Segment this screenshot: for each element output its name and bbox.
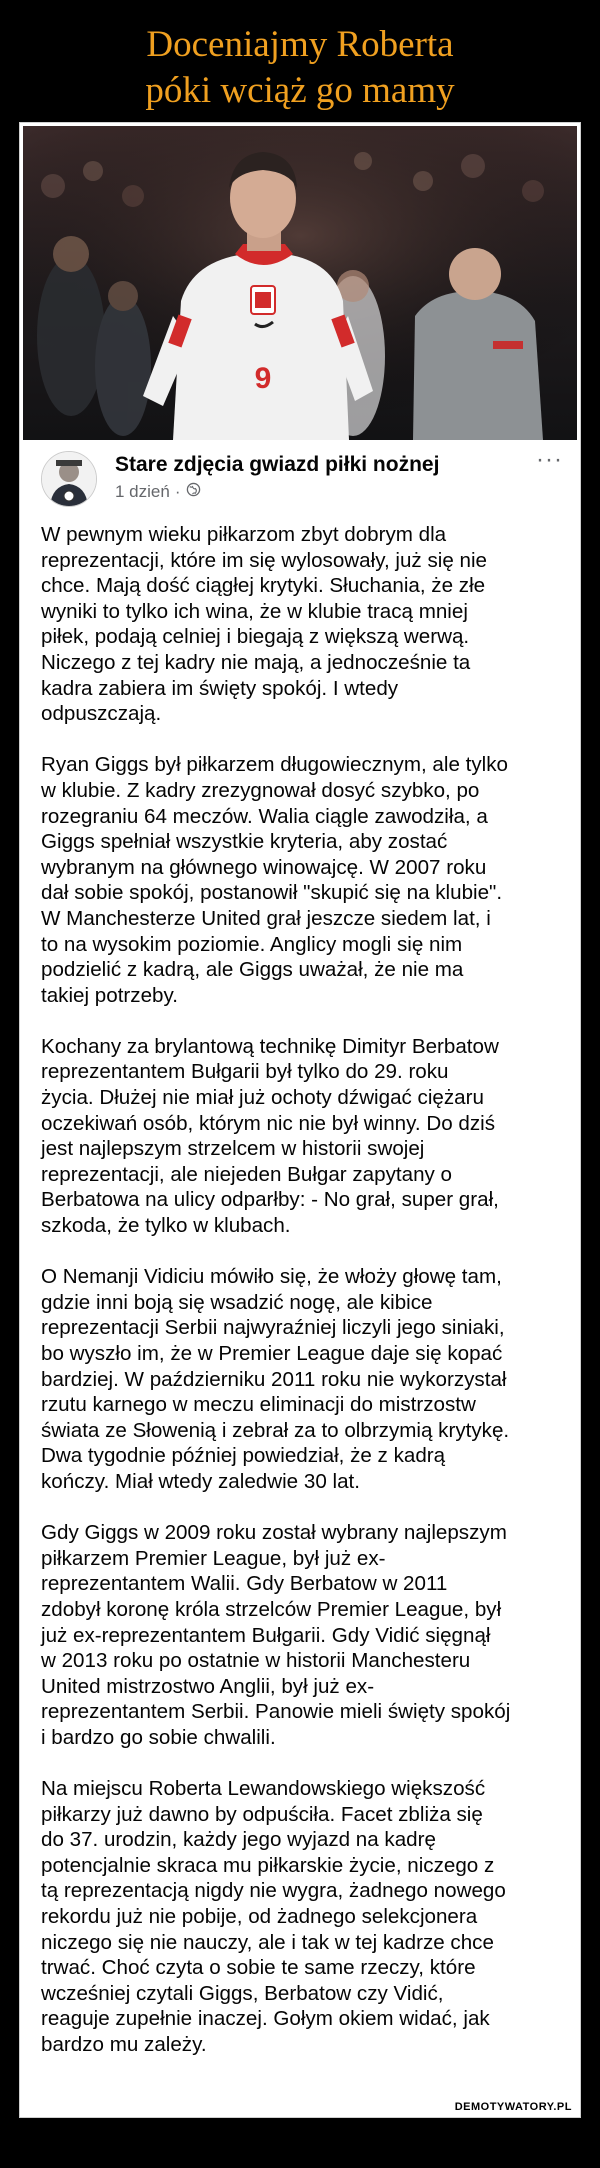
paragraph-line: podzielić z kadrą, ale Giggs uważał, że nie ma xyxy=(41,958,464,982)
paragraph-line: i bardzo go sobie chwalili. xyxy=(41,1725,276,1749)
paragraph-line: szkoda, że tylko w klubach. xyxy=(41,1214,291,1238)
paragraph-line: gdzie inni boją się wsadzić nogę, ale kibice xyxy=(41,1290,433,1314)
paragraph-line: piłek, podają celniej i biegają z większą werwą. xyxy=(41,625,470,649)
paragraph-line: dał sobie spokój, postanowił "skupić się na klubie". xyxy=(41,881,503,905)
paragraph-line: do 37. urodzin, każdy jego wyjazd na kadrę xyxy=(41,1828,436,1852)
paragraph-line: wybranym na głównego winowajcę. W 2007 roku xyxy=(41,855,487,879)
avatar[interactable] xyxy=(41,451,97,507)
demotywatory-watermark: DEMOTYWATORY.PL xyxy=(454,2101,572,2113)
paragraph-line: W pewnym wieku piłkarzom zbyt dobrym dla xyxy=(41,523,447,546)
more-options-button[interactable]: ··· xyxy=(536,446,563,473)
paragraph-line: to na wysokim poziomie. Anglicy mogli się nim xyxy=(41,932,463,956)
paragraph-line: Dwa tygodnie później powiedział, że z kadrą xyxy=(41,1444,446,1468)
paragraph-line: Berbatowa na ulicy odparłby: - No grał, super grał, xyxy=(41,1188,499,1212)
paragraph-line: reprezentacji, ale niejeden Bułgar zapytany o xyxy=(41,1162,452,1186)
post-time[interactable]: 1 dzień xyxy=(115,482,170,501)
paragraph-line: rekordu już nie pobije, od żadnego selekcjonera xyxy=(41,1905,478,1929)
post-paragraph xyxy=(41,1264,571,1494)
post-paragraph xyxy=(41,1034,571,1239)
paragraph-line: piłkarzem Premier League, był już ex- xyxy=(41,1546,386,1570)
paragraph-line: niczego się nie nauczy, ale i tak w tej kadrze chce xyxy=(41,1930,494,1954)
paragraph-line: reaguje zupełnie inaczej. Gołym okiem widać, jak xyxy=(41,2007,490,2031)
headline-line-1: Doceniajmy Roberta xyxy=(146,24,454,65)
paragraph-line: potencjalnie skraca mu piłkarskie życie, niczego z xyxy=(41,1853,495,1877)
paragraph-line: bardziej. W październiku 2011 roku nie wykorzystał xyxy=(41,1367,507,1391)
post-paragraph xyxy=(41,1776,571,2058)
paragraph-line: oczekiwań osób, którym nic nie był winny. Do dziś xyxy=(41,1111,496,1135)
paragraph-line: O Nemanji Vidiciu mówiło się, że włoży głowę tam, xyxy=(41,1265,502,1289)
paragraph-line: W Manchesterze United grał jeszcze siedem lat, i xyxy=(41,906,491,930)
paragraph-line: bardzo mu zależy. xyxy=(41,2033,207,2057)
headline-line-2: póki wciąż go mamy xyxy=(145,70,455,111)
page-name[interactable]: Stare zdjęcia gwiazd piłki nożnej xyxy=(115,453,440,476)
paragraph-line: świata ze Słowenią i zebrał za to olbrzymią krytykę. xyxy=(41,1418,510,1442)
paragraph-line: w 2013 roku po ostatnie w historii Manchesteru xyxy=(41,1649,471,1673)
paragraph-line: reprezentacji, które im się wylosowały, już się nie xyxy=(41,548,487,572)
paragraph-line: chce. Mają dość ciągłej krytyki. Słuchania, że złe xyxy=(41,574,486,598)
meta-separator: · xyxy=(174,482,181,501)
paragraph-line: Gdy Giggs w 2009 roku został wybrany najlepszym xyxy=(41,1521,507,1545)
paragraph-line: takiej potrzeby. xyxy=(41,983,178,1007)
post-paragraph xyxy=(41,1520,571,1750)
paragraph-line: odpuszczają. xyxy=(41,702,162,726)
player-photo[interactable] xyxy=(23,126,577,440)
paragraph-line: już ex-reprezentantem Bułgarii. Gdy Vidić sięgnął xyxy=(41,1623,491,1647)
paragraph-line: Niczego z tej kadry nie mają, a jednocześnie ta xyxy=(41,650,471,674)
post-paragraph xyxy=(41,522,571,727)
paragraph-line: zdobył koronę króla strzelców Premier League, był xyxy=(41,1597,502,1621)
meme-frame xyxy=(19,122,581,2118)
paragraph-line: Giggs spełniał wszystkie kryteria, aby zostać xyxy=(41,830,448,854)
facebook-post xyxy=(24,441,576,2113)
paragraph-line: reprezentacji Serbii najwyraźniej liczyli jego siniaki, xyxy=(41,1316,505,1340)
meme-headline xyxy=(0,22,600,114)
paragraph-line: jest najlepszym strzelcem w historii swojej xyxy=(41,1137,425,1161)
globe-icon xyxy=(186,482,201,502)
paragraph-line: Na miejscu Roberta Lewandowskiego większość xyxy=(41,1777,486,1801)
paragraph-line: rzutu karnego w meczu eliminacji do mistrzostw xyxy=(41,1393,476,1417)
paragraph-line: Ryan Giggs był piłkarzem długowiecznym, ale tylko xyxy=(41,753,508,777)
paragraph-line: w klubie. Z kadry zrezygnował dosyć szybko, po xyxy=(41,778,480,802)
paragraph-line: reprezentantem Walii. Gdy Berbatow w 2011 xyxy=(41,1572,448,1596)
photo-illustration xyxy=(23,126,577,440)
post-body xyxy=(41,522,571,2058)
post-meta xyxy=(115,482,201,502)
paragraph-line: wcześniej czytali Giggs, Berbatow czy Vidić, xyxy=(41,1981,444,2005)
paragraph-line: United mistrzostwo Anglii, był już ex- xyxy=(41,1674,375,1698)
paragraph-line: trwać. Choć czyta o sobie te same rzeczy, które xyxy=(41,1956,476,1980)
paragraph-line: reprezentantem Serbii. Panowie mieli święty spokój xyxy=(41,1700,511,1724)
paragraph-line: bo wyszło im, że w Premier League daje się kopać xyxy=(41,1342,503,1365)
paragraph-line: kończy. Miał wtedy zaledwie 30 lat. xyxy=(41,1469,360,1493)
paragraph-line: reprezentantem Bułgarii był tylko do 29. roku xyxy=(41,1060,449,1084)
paragraph-line: tą reprezentacją nigdy nie wygra, żadnego nowego xyxy=(41,1879,506,1903)
paragraph-line: Kochany za brylantową technikę Dimityr Berbatow xyxy=(41,1034,499,1058)
paragraph-line: piłkarzy już dawno by odpuściła. Facet zbliża się xyxy=(41,1802,483,1826)
paragraph-line: wyniki to tylko ich wina, że w klubie tracą mniej xyxy=(41,599,468,623)
post-paragraph xyxy=(41,752,571,1008)
jersey-number: 9 xyxy=(254,362,272,395)
avatar-image xyxy=(42,452,96,506)
paragraph-line: życia. Dłużej nie miał już ochoty dźwigać ciężaru xyxy=(41,1086,484,1110)
paragraph-line: kadra zabiera im święty spokój. I wtedy xyxy=(41,676,399,700)
paragraph-line: rozegraniu 64 meczów. Walia ciągle zawodziła, a xyxy=(41,804,488,828)
